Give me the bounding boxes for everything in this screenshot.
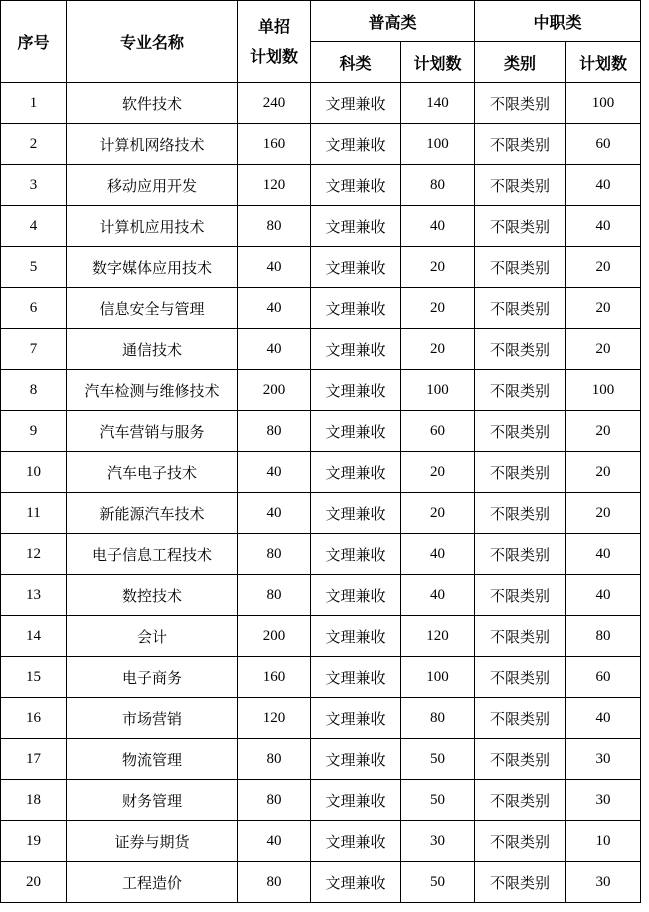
cell-single-plan: 160 (238, 657, 311, 698)
cell-category: 不限类别 (475, 739, 566, 780)
cell-general-plan: 40 (401, 206, 475, 247)
cell-category: 不限类别 (475, 288, 566, 329)
table-body (1, 83, 641, 903)
header-single-plan (238, 1, 311, 83)
header-single-plan-line2: 计划数 (249, 46, 298, 66)
cell-general-plan: 100 (401, 124, 475, 165)
cell-vocational-plan: 20 (566, 288, 641, 329)
cell-subject-type: 文理兼收 (311, 739, 401, 780)
cell-single-plan: 200 (238, 616, 311, 657)
cell-general-plan: 20 (401, 329, 475, 370)
cell-seq: 14 (1, 616, 67, 657)
cell-major: 汽车检测与维修技术 (67, 370, 238, 411)
table-row (1, 83, 641, 124)
cell-vocational-plan: 20 (566, 411, 641, 452)
cell-vocational-plan: 30 (566, 862, 641, 903)
cell-subject-type: 文理兼收 (311, 83, 401, 124)
table-row (1, 370, 641, 411)
cell-major: 财务管理 (67, 780, 238, 821)
table-row (1, 493, 641, 534)
cell-subject-type: 文理兼收 (311, 370, 401, 411)
cell-single-plan: 160 (238, 124, 311, 165)
cell-major: 软件技术 (67, 83, 238, 124)
cell-major: 工程造价 (67, 862, 238, 903)
cell-single-plan: 80 (238, 780, 311, 821)
cell-major: 计算机网络技术 (67, 124, 238, 165)
cell-subject-type: 文理兼收 (311, 657, 401, 698)
cell-major: 市场营销 (67, 698, 238, 739)
table-row (1, 657, 641, 698)
cell-category: 不限类别 (475, 165, 566, 206)
cell-vocational-plan: 100 (566, 370, 641, 411)
cell-general-plan: 40 (401, 534, 475, 575)
cell-general-plan: 80 (401, 165, 475, 206)
cell-general-plan: 30 (401, 821, 475, 862)
cell-major: 证券与期货 (67, 821, 238, 862)
header-general-high: 普高类 (311, 1, 475, 42)
header-category: 类别 (475, 42, 566, 83)
table-row (1, 206, 641, 247)
cell-subject-type: 文理兼收 (311, 821, 401, 862)
cell-seq: 16 (1, 698, 67, 739)
cell-category: 不限类别 (475, 821, 566, 862)
cell-single-plan: 40 (238, 329, 311, 370)
header-vocational-plan: 计划数 (566, 42, 641, 83)
cell-major: 电子商务 (67, 657, 238, 698)
cell-subject-type: 文理兼收 (311, 206, 401, 247)
cell-subject-type: 文理兼收 (311, 329, 401, 370)
cell-major: 计算机应用技术 (67, 206, 238, 247)
cell-major: 电子信息工程技术 (67, 534, 238, 575)
cell-single-plan: 40 (238, 288, 311, 329)
cell-major: 汽车营销与服务 (67, 411, 238, 452)
cell-general-plan: 50 (401, 739, 475, 780)
cell-vocational-plan: 30 (566, 739, 641, 780)
cell-subject-type: 文理兼收 (311, 575, 401, 616)
cell-category: 不限类别 (475, 862, 566, 903)
table-row (1, 452, 641, 493)
cell-single-plan: 80 (238, 534, 311, 575)
cell-vocational-plan: 60 (566, 124, 641, 165)
cell-vocational-plan: 80 (566, 616, 641, 657)
cell-subject-type: 文理兼收 (311, 288, 401, 329)
table-row (1, 821, 641, 862)
cell-major: 新能源汽车技术 (67, 493, 238, 534)
cell-subject-type: 文理兼收 (311, 247, 401, 288)
cell-subject-type: 文理兼收 (311, 616, 401, 657)
cell-category: 不限类别 (475, 780, 566, 821)
cell-single-plan: 40 (238, 493, 311, 534)
cell-seq: 6 (1, 288, 67, 329)
cell-major: 通信技术 (67, 329, 238, 370)
cell-major: 会计 (67, 616, 238, 657)
header-subject-type: 科类 (311, 42, 401, 83)
header-seq: 序号 (1, 1, 67, 83)
table-row (1, 411, 641, 452)
cell-single-plan: 80 (238, 862, 311, 903)
cell-major: 信息安全与管理 (67, 288, 238, 329)
header-single-plan-line1: 单招 (257, 16, 290, 36)
cell-major: 数字媒体应用技术 (67, 247, 238, 288)
cell-general-plan: 100 (401, 657, 475, 698)
table-row (1, 698, 641, 739)
cell-single-plan: 80 (238, 206, 311, 247)
cell-subject-type: 文理兼收 (311, 493, 401, 534)
cell-category: 不限类别 (475, 657, 566, 698)
cell-single-plan: 120 (238, 165, 311, 206)
cell-single-plan: 40 (238, 821, 311, 862)
cell-category: 不限类别 (475, 616, 566, 657)
cell-seq: 19 (1, 821, 67, 862)
cell-single-plan: 80 (238, 739, 311, 780)
cell-general-plan: 40 (401, 575, 475, 616)
header-vocational: 中职类 (475, 1, 641, 42)
cell-category: 不限类别 (475, 411, 566, 452)
cell-general-plan: 140 (401, 83, 475, 124)
cell-vocational-plan: 40 (566, 698, 641, 739)
cell-subject-type: 文理兼收 (311, 534, 401, 575)
cell-seq: 11 (1, 493, 67, 534)
cell-single-plan: 40 (238, 452, 311, 493)
cell-subject-type: 文理兼收 (311, 165, 401, 206)
cell-subject-type: 文理兼收 (311, 780, 401, 821)
cell-general-plan: 50 (401, 780, 475, 821)
cell-seq: 1 (1, 83, 67, 124)
cell-vocational-plan: 100 (566, 83, 641, 124)
cell-seq: 2 (1, 124, 67, 165)
cell-seq: 20 (1, 862, 67, 903)
cell-category: 不限类别 (475, 452, 566, 493)
cell-category: 不限类别 (475, 493, 566, 534)
table-row (1, 739, 641, 780)
cell-seq: 13 (1, 575, 67, 616)
cell-general-plan: 20 (401, 288, 475, 329)
cell-subject-type: 文理兼收 (311, 862, 401, 903)
cell-seq: 17 (1, 739, 67, 780)
cell-seq: 15 (1, 657, 67, 698)
table-row (1, 124, 641, 165)
cell-seq: 3 (1, 165, 67, 206)
cell-seq: 8 (1, 370, 67, 411)
cell-seq: 12 (1, 534, 67, 575)
table-row (1, 616, 641, 657)
table-row (1, 288, 641, 329)
cell-category: 不限类别 (475, 206, 566, 247)
cell-vocational-plan: 60 (566, 657, 641, 698)
cell-vocational-plan: 40 (566, 206, 641, 247)
cell-general-plan: 60 (401, 411, 475, 452)
table-row (1, 862, 641, 903)
cell-major: 汽车电子技术 (67, 452, 238, 493)
table-row (1, 165, 641, 206)
cell-category: 不限类别 (475, 698, 566, 739)
cell-subject-type: 文理兼收 (311, 698, 401, 739)
header-major: 专业名称 (67, 1, 238, 83)
cell-single-plan: 120 (238, 698, 311, 739)
cell-category: 不限类别 (475, 329, 566, 370)
cell-seq: 10 (1, 452, 67, 493)
cell-general-plan: 20 (401, 493, 475, 534)
cell-general-plan: 120 (401, 616, 475, 657)
header-general-plan: 计划数 (401, 42, 475, 83)
cell-vocational-plan: 20 (566, 452, 641, 493)
table-row (1, 534, 641, 575)
cell-seq: 9 (1, 411, 67, 452)
cell-single-plan: 200 (238, 370, 311, 411)
cell-category: 不限类别 (475, 534, 566, 575)
cell-vocational-plan: 30 (566, 780, 641, 821)
cell-seq: 4 (1, 206, 67, 247)
cell-subject-type: 文理兼收 (311, 411, 401, 452)
cell-seq: 5 (1, 247, 67, 288)
cell-subject-type: 文理兼收 (311, 124, 401, 165)
cell-category: 不限类别 (475, 370, 566, 411)
table-row (1, 329, 641, 370)
cell-general-plan: 50 (401, 862, 475, 903)
cell-single-plan: 80 (238, 575, 311, 616)
cell-category: 不限类别 (475, 124, 566, 165)
cell-vocational-plan: 20 (566, 329, 641, 370)
cell-single-plan: 240 (238, 83, 311, 124)
table-row (1, 575, 641, 616)
header-row-1 (1, 1, 641, 42)
cell-seq: 7 (1, 329, 67, 370)
cell-vocational-plan: 20 (566, 247, 641, 288)
cell-major: 移动应用开发 (67, 165, 238, 206)
cell-seq: 18 (1, 780, 67, 821)
cell-vocational-plan: 40 (566, 165, 641, 206)
cell-single-plan: 40 (238, 247, 311, 288)
cell-category: 不限类别 (475, 247, 566, 288)
cell-subject-type: 文理兼收 (311, 452, 401, 493)
cell-vocational-plan: 10 (566, 821, 641, 862)
table-row (1, 247, 641, 288)
cell-category: 不限类别 (475, 83, 566, 124)
cell-category: 不限类别 (475, 575, 566, 616)
cell-general-plan: 20 (401, 452, 475, 493)
cell-general-plan: 100 (401, 370, 475, 411)
cell-major: 物流管理 (67, 739, 238, 780)
cell-vocational-plan: 40 (566, 534, 641, 575)
cell-single-plan: 80 (238, 411, 311, 452)
cell-general-plan: 20 (401, 247, 475, 288)
cell-major: 数控技术 (67, 575, 238, 616)
cell-vocational-plan: 40 (566, 575, 641, 616)
cell-general-plan: 80 (401, 698, 475, 739)
cell-vocational-plan: 20 (566, 493, 641, 534)
table-row (1, 780, 641, 821)
